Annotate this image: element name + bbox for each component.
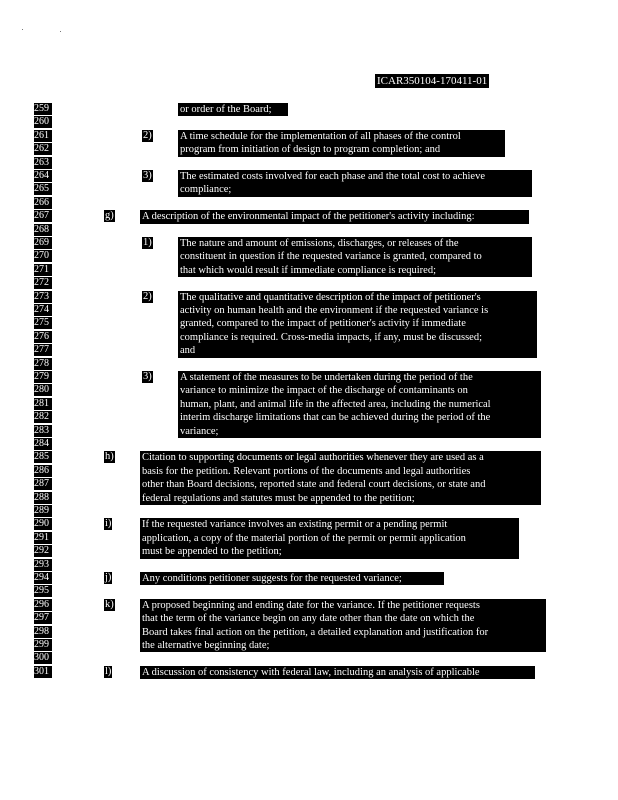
line-number: 273 bbox=[34, 291, 52, 303]
line-number: 297 bbox=[34, 612, 52, 624]
item-label: 3) bbox=[143, 371, 152, 382]
text-line: The qualitative and quantitative description of the impact of petitioner's bbox=[180, 291, 481, 303]
item-label: j) bbox=[105, 572, 112, 583]
paragraph-block bbox=[178, 291, 537, 358]
text-line: A proposed beginning and ending date for the variance. If the petitioner requests bbox=[142, 599, 480, 611]
text-line: interim discharge limitations that can be achieved during the period of the bbox=[180, 412, 491, 424]
text-line: human, plant, and animal life in the affected area, including the numerical bbox=[180, 398, 491, 410]
line-number: 262 bbox=[34, 143, 52, 155]
line-number: 285 bbox=[34, 451, 52, 463]
line-number: 276 bbox=[34, 331, 52, 343]
paragraph-block bbox=[140, 572, 444, 585]
line-number: 281 bbox=[34, 398, 52, 410]
item-label: k) bbox=[105, 598, 114, 610]
item-label: 3) bbox=[143, 170, 152, 181]
line-number: 287 bbox=[34, 478, 52, 490]
line-number: 259 bbox=[34, 103, 52, 115]
text-line: A time schedule for the implementation of all phases of the control bbox=[180, 130, 461, 142]
text-line: must be appended to the petition; bbox=[142, 546, 282, 558]
line-number: 296 bbox=[34, 599, 52, 611]
text-line: compliance is required. Cross-media impacts, if any, must be discussed; bbox=[180, 331, 482, 343]
text-line: Citation to supporting documents or legal authorities whenever they are used as a bbox=[142, 452, 484, 464]
line-number: 290 bbox=[34, 518, 52, 530]
line-number: 263 bbox=[34, 157, 52, 169]
line-number: 284 bbox=[34, 438, 52, 450]
line-number: 299 bbox=[34, 639, 52, 651]
text-line: The estimated costs involved for each phase and the total cost to achieve bbox=[180, 171, 485, 182]
line-number: 272 bbox=[34, 277, 52, 289]
line-number: 294 bbox=[34, 572, 52, 584]
line-number: 291 bbox=[34, 532, 52, 544]
line-number: 295 bbox=[34, 585, 52, 597]
item-label: i) bbox=[105, 518, 112, 530]
text-line: compliance; bbox=[180, 184, 232, 196]
text-line: federal regulations and statutes must be appended to the petition; bbox=[142, 492, 415, 504]
line-number: 270 bbox=[34, 250, 52, 262]
text-line: The nature and amount of emissions, discharges, or releases of the bbox=[180, 238, 459, 249]
paragraph-block bbox=[140, 518, 519, 558]
text-line: basis for the petition. Relevant portions of the documents and legal authorities bbox=[142, 465, 471, 477]
document-id: ICAR350104-170411-01 bbox=[377, 75, 488, 87]
text-line: A statement of the measures to be undertaken during the period of the bbox=[180, 372, 473, 383]
line-number: 266 bbox=[34, 197, 52, 209]
line-number: 261 bbox=[34, 130, 52, 142]
line-number: 267 bbox=[34, 210, 52, 222]
line-number: 278 bbox=[34, 358, 52, 370]
text-line: constituent in question if the requested variance is granted, compared to bbox=[180, 251, 482, 263]
item-label: 2) bbox=[143, 290, 152, 302]
paragraph-block bbox=[178, 237, 532, 277]
text-line: Any conditions petitioner suggests for the requested variance; bbox=[142, 573, 402, 584]
paragraph-block bbox=[140, 210, 529, 223]
line-number: 271 bbox=[34, 264, 52, 276]
text-line: or order of the Board; bbox=[180, 104, 272, 115]
line-number: 292 bbox=[34, 545, 52, 557]
line-number: 265 bbox=[34, 183, 52, 195]
item-label: h) bbox=[105, 451, 114, 463]
paragraph-block bbox=[140, 451, 541, 505]
text-line: other than Board decisions, reported state and federal court decisions, or state and bbox=[142, 479, 486, 491]
paragraph-block bbox=[178, 103, 288, 116]
line-number: 298 bbox=[34, 626, 52, 638]
text-line: and bbox=[180, 345, 196, 357]
line-number: 269 bbox=[34, 237, 52, 249]
text-line: If the requested variance involves an existing permit or a pending permit bbox=[142, 519, 448, 531]
line-number: 283 bbox=[34, 425, 52, 437]
item-label: g) bbox=[105, 210, 114, 222]
item-label: 2) bbox=[143, 129, 152, 141]
line-number: 300 bbox=[34, 652, 52, 664]
line-number: 280 bbox=[34, 384, 52, 396]
line-number: 301 bbox=[34, 666, 52, 678]
text-line: A discussion of consistency with federal law, including an analysis of applicable bbox=[142, 666, 480, 678]
line-number: 275 bbox=[34, 317, 52, 329]
text-line: variance to minimize the impact of the discharge of contaminants on bbox=[180, 385, 468, 397]
line-number: 260 bbox=[34, 116, 52, 128]
text-line: A description of the environmental impact of the petitioner's activity including: bbox=[142, 211, 475, 223]
item-label: 1) bbox=[143, 237, 152, 248]
paragraph-block bbox=[140, 666, 535, 679]
text-line: variance; bbox=[180, 425, 219, 437]
scan-specks bbox=[22, 28, 72, 32]
text-line: that which would result if immediate compliance is required; bbox=[180, 264, 437, 276]
paragraph-block bbox=[178, 371, 541, 438]
text-line: Board takes final action on the petition, a detailed explanation and justification for bbox=[142, 626, 489, 638]
line-number: 293 bbox=[34, 559, 52, 571]
line-number: 282 bbox=[34, 411, 52, 423]
item-label: l) bbox=[105, 665, 112, 677]
line-number: 274 bbox=[34, 304, 52, 316]
text-line: granted, compared to the impact of petitioner's activity if immediate bbox=[180, 318, 466, 330]
paragraph-block bbox=[140, 599, 546, 653]
text-line: the alternative beginning date; bbox=[142, 640, 270, 652]
line-number: 264 bbox=[34, 170, 52, 182]
line-number: 286 bbox=[34, 465, 52, 477]
line-number: 268 bbox=[34, 224, 52, 236]
line-number: 277 bbox=[34, 344, 52, 356]
line-number: 279 bbox=[34, 371, 52, 383]
paragraph-block bbox=[178, 170, 532, 197]
text-line: application, a copy of the material portion of the permit or permit application bbox=[142, 532, 466, 544]
text-line: activity on human health and the environment if the requested variance is bbox=[180, 305, 489, 316]
text-line: that the term of the variance begin on any date other than the date on which the bbox=[142, 613, 475, 625]
paragraph-block bbox=[178, 130, 505, 157]
line-number: 289 bbox=[34, 505, 52, 517]
line-number: 288 bbox=[34, 492, 52, 504]
text-line: program from initiation of design to program completion; and bbox=[180, 144, 441, 156]
